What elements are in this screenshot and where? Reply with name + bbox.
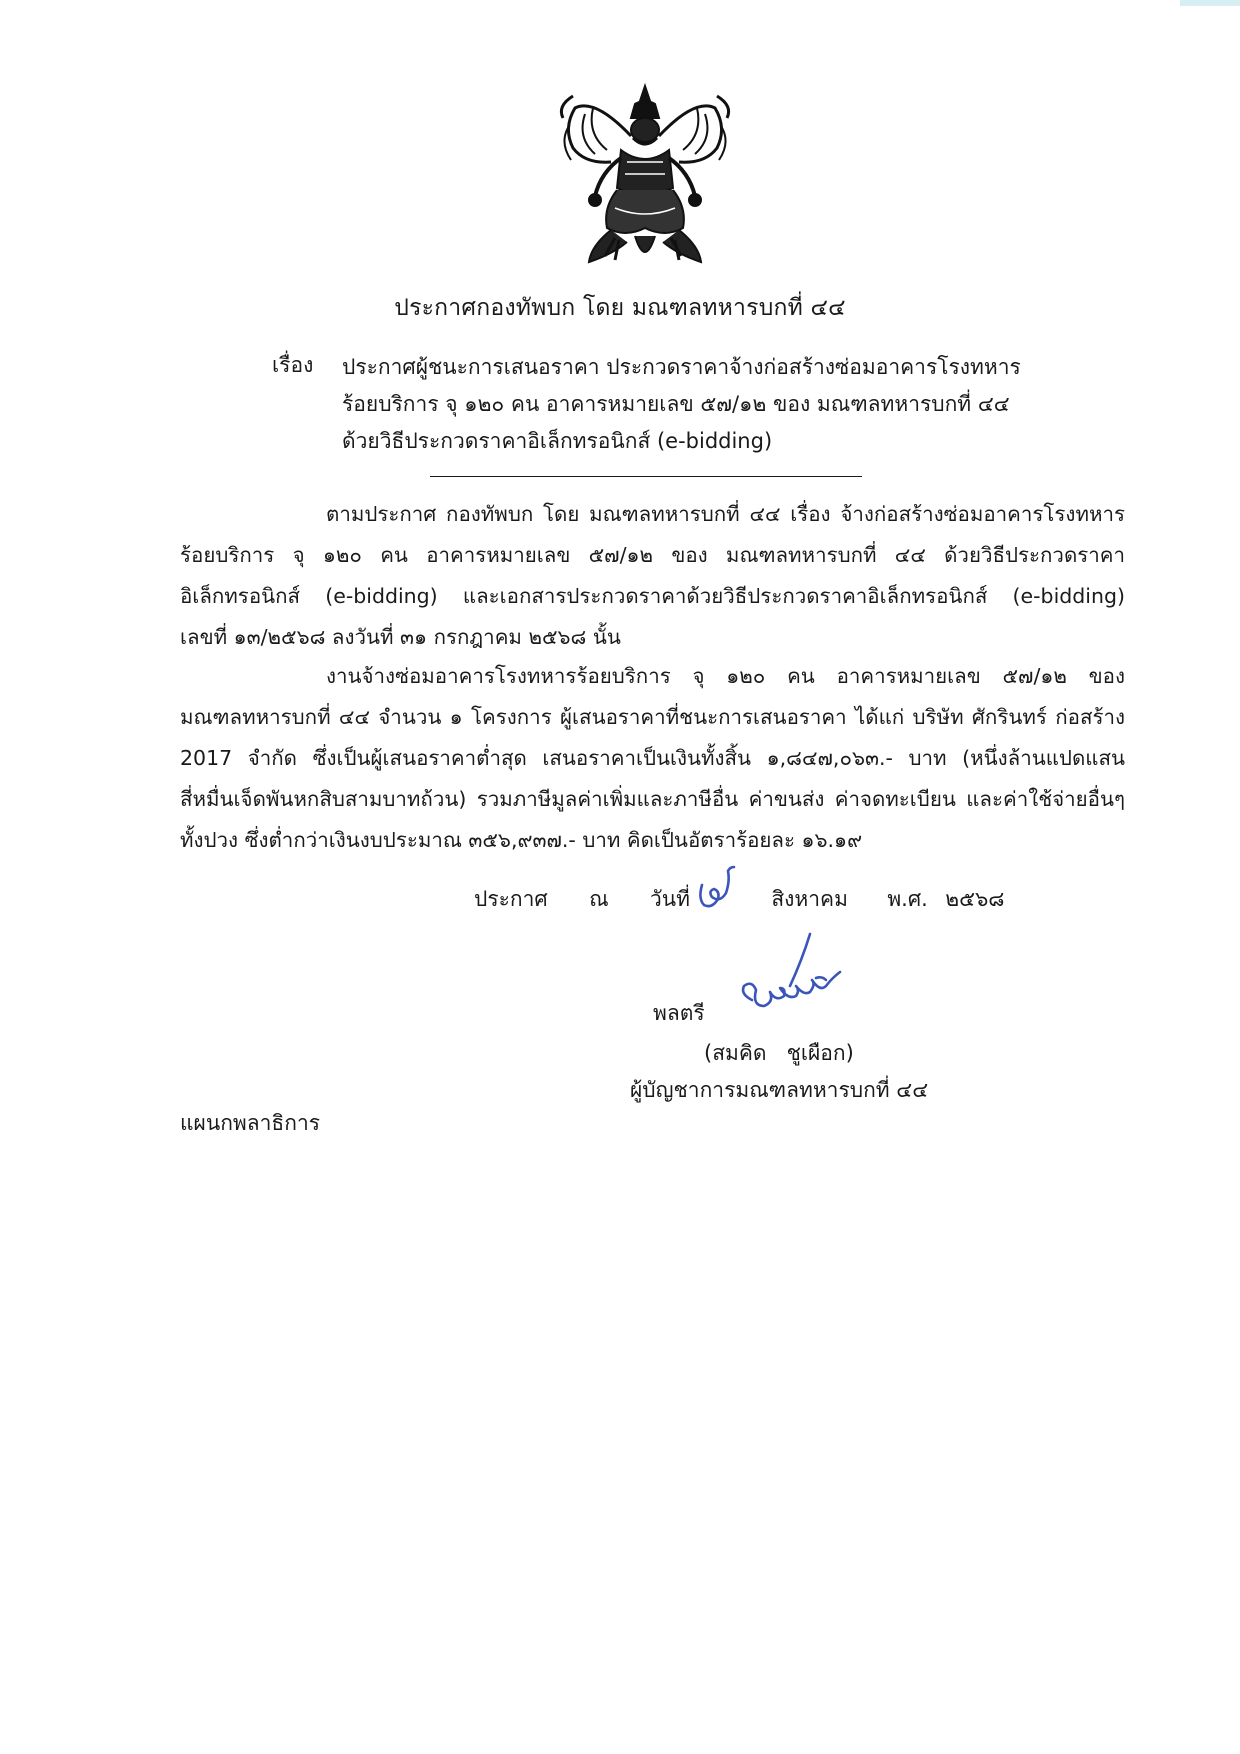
paragraph-reference (180, 494, 1125, 658)
paragraph-line: อิเล็กทรอนิกส์ (e-bidding) และเอกสารประกวดราคาด้วยวิธีประกวดราคาอิเล็กทรอนิกส์ (e-bidding) (180, 584, 1125, 608)
page-title: ประกาศกองทัพบก โดย มณฑลทหารบกที่ ๔๔ (394, 295, 846, 321)
paragraph-line: งานจ้างซ่อมอาคารโรงทหารร้อยบริการ จุ ๑๒๐ คน อาคารหมายเลข ๕๗/๑๒ ของ (326, 664, 1125, 688)
paragraph-line: เลขที่ ๑๓/๒๕๖๘ ลงวันที่ ๓๑ กรกฎาคม ๒๕๖๘ นั้น (180, 625, 621, 649)
subject-line: ด้วยวิธีประกวดราคาอิเล็กทรอนิกส์ (e-bidding) (342, 429, 773, 453)
department-label: แผนกพลาธิการ (180, 1111, 321, 1135)
handwritten-day (690, 865, 740, 913)
subject-label: เรื่อง (272, 353, 314, 377)
announce-prefix: ประกาศ (474, 887, 548, 911)
paragraph-line: มณฑลทหารบกที่ ๔๔ จำนวน ๑ โครงการ ผู้เสนอราคาที่ชนะการเสนอราคา ได้แก่ บริษัท ศักรินทร์ ก่อสร้าง (180, 705, 1125, 729)
subject-text (342, 349, 1062, 460)
paragraph-line: ทั้งปวง ซึ่งต่ำกว่าเงินงบประมาณ ๓๕๖,๙๓๗.- บาท คิดเป็นอัตราร้อยละ ๑๖.๑๙ (180, 828, 863, 852)
paragraph-line: ตามประกาศ กองทัพบก โดย มณฑลทหารบกที่ ๔๔ เรื่อง จ้างก่อสร้างซ่อมอาคารโรงทหาร (326, 502, 1125, 526)
paragraph-winner (180, 656, 1125, 861)
paragraph-line: สี่หมื่นเจ็ดพันหกสิบสามบาทถ้วน) รวมภาษีมูลค่าเพิ่มและภาษีอื่น ค่าขนส่ง ค่าจดทะเบียน และค่าใช้จ่ายอื่นๆ (180, 787, 1125, 811)
signer-name: (สมคิด ชูเผือก) (704, 1041, 854, 1065)
announce-year: ๒๕๖๘ (945, 887, 1005, 911)
title-divider (430, 476, 862, 477)
announce-at: ณ (589, 887, 609, 911)
announce-month: สิงหาคม (771, 887, 848, 911)
handwritten-signature (730, 930, 850, 1022)
subject-line: ร้อยบริการ จุ ๑๒๐ คน อาคารหมายเลข ๕๗/๑๒ ของ มณฑลทหารบกที่ ๔๔ (342, 392, 1010, 416)
signer-position: ผู้บัญชาการมณฑลทหารบกที่ ๔๔ (630, 1078, 929, 1102)
paragraph-line: ร้อยบริการ จุ ๑๒๐ คน อาคารหมายเลข ๕๗/๑๒ ของ มณฑลทหารบกที่ ๔๔ ด้วยวิธีประกวดราคา (180, 543, 1125, 567)
announce-era: พ.ศ. (887, 887, 928, 911)
subject-line: ประกาศผู้ชนะการเสนอราคา ประกวดราคาจ้างก่อสร้างซ่อมอาคารโรงทหาร (342, 355, 1021, 379)
scan-edge-mark (1180, 0, 1240, 6)
garuda-emblem-icon (555, 78, 735, 274)
paragraph-line: 2017 จำกัด ซึ่งเป็นผู้เสนอราคาต่ำสุด เสนอราคาเป็นเงินทั้งสิ้น ๑,๘๔๗,๐๖๓.- บาท (หนึ่งล้านแปดแสน (180, 746, 1125, 770)
signer-rank: พลตรี (653, 1001, 705, 1025)
announce-day-label: วันที่ (649, 887, 690, 911)
